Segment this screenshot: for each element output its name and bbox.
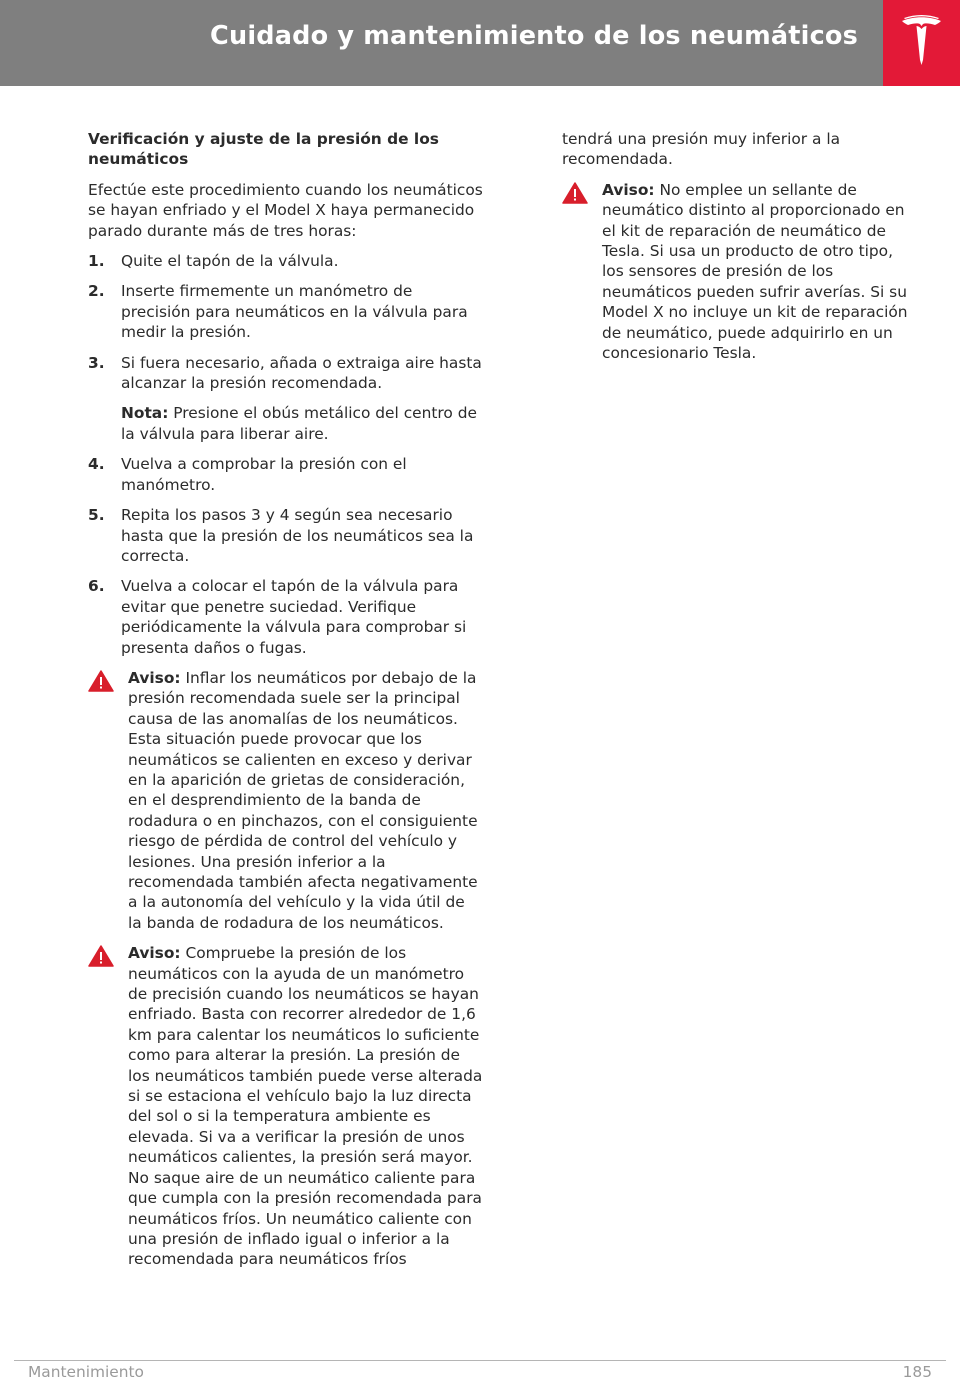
step-item [88, 576, 483, 658]
page-number: 185 [902, 1363, 932, 1381]
step-text: Quite el tapón de la válvula. [121, 252, 339, 271]
step-number: 3. [88, 353, 105, 372]
brand-logo [883, 0, 960, 86]
warning-label: Aviso: [128, 944, 181, 963]
step-item [88, 251, 483, 271]
page-title: Cuidado y mantenimiento de los neumáticos [210, 21, 858, 51]
warning-triangle-icon [88, 670, 114, 692]
left-column [88, 129, 483, 1280]
step-item [88, 281, 483, 342]
warning-block [88, 943, 483, 1270]
step-text: Vuelva a colocar el tapón de la válvula para evitar que penetre suciedad. Verifique periódicamente la válvula para comprobar si presenta daños o fugas. [121, 577, 467, 657]
footer-divider [14, 1360, 946, 1361]
warning-label: Aviso: [602, 180, 655, 199]
step-number: 6. [88, 577, 105, 596]
step-text: Inserte firmemente un manómetro de precisión para neumáticos en la válvula para medir la presión. [121, 282, 468, 342]
step-number: 2. [88, 282, 105, 301]
warning-block [562, 180, 918, 364]
step-number: 5. [88, 506, 105, 525]
step-number: 4. [88, 455, 105, 474]
intro-paragraph: Efectúe este procedimiento cuando los neumáticos se hayan enfriado y el Model X haya permanecido parado durante más de tres horas: [88, 180, 483, 240]
warning-text: Compruebe la presión de los neumáticos con la ayuda de un manómetro de precisión cuando los neumáticos se hayan enfriado. Basta con recorrer alrededor de 1,6 km para calentar los neumáticos lo suficiente como para alterar la presión. La presión de los neumáticos también puede verse alterada si se estaciona el vehículo bajo la luz directa del sol o si la temperatura ambiente es elevada. Si va a verificar la presión de unos neumáticos calientes, la presión será mayor. No saque aire de un neumático caliente para que cumpla con la presión recomendada para neumáticos fríos. Un neumático caliente con una presión de inflado igual o inferior a la recomendada para neumáticos fríos [128, 944, 483, 1269]
step-item [88, 353, 483, 445]
warning-triangle-icon [88, 945, 114, 967]
procedure-steps [88, 251, 483, 658]
note-text: Presione el obús metálico del centro de la válvula para liberar aire. [121, 404, 477, 443]
continuation-text: tendrá una presión muy inferior a la recomendada. [562, 130, 841, 169]
warning-text: No emplee un sellante de neumático distinto al proporcionado en el kit de reparación de neumático de Tesla. Si usa un producto de otro tipo, los sensores de presión de los neumáticos pueden sufrir averías. Si su Model X no incluye un kit de reparación de neumático, puede adquirirlo en un concesionario Tesla. [602, 180, 908, 363]
right-column [562, 129, 918, 373]
step-text: Si fuera necesario, añada o extraiga aire hasta alcanzar la presión recomendada. [121, 353, 482, 393]
page-header [0, 0, 960, 86]
footer-section: Mantenimiento [28, 1363, 144, 1381]
warning-label: Aviso: [128, 668, 181, 687]
step-text: Repita los pasos 3 y 4 según sea necesario hasta que la presión de los neumáticos sea la correcta. [121, 506, 474, 565]
warning-text: Inflar los neumáticos por debajo de la presión recomendada suele ser la principal causa de las anomalías de los neumáticos. Esta situación puede provocar que los neumáticos se calienten en exceso y derivar en la aparición de grietas de consideración, en el desprendimiento de la banda de rodadura o en pinchazos, con el consiguiente riesgo de pérdida de control del vehículo y lesiones. Una presión inferior a la recomendada también afecta negativamente a la autonomía del vehículo y la vida útil de la banda de rodadura de los neumáticos. [128, 668, 478, 932]
warning-block [88, 668, 483, 933]
step-text: Vuelva a comprobar la presión con el manómetro. [121, 455, 407, 494]
warning-triangle-icon [562, 182, 588, 204]
step-item [88, 454, 483, 495]
section-heading: Verificación y ajuste de la presión de los neumáticos [88, 130, 439, 169]
tesla-logo-icon [901, 15, 942, 67]
note-label: Nota: [121, 404, 169, 423]
note [121, 403, 483, 444]
step-item [88, 505, 483, 566]
step-number: 1. [88, 252, 105, 271]
